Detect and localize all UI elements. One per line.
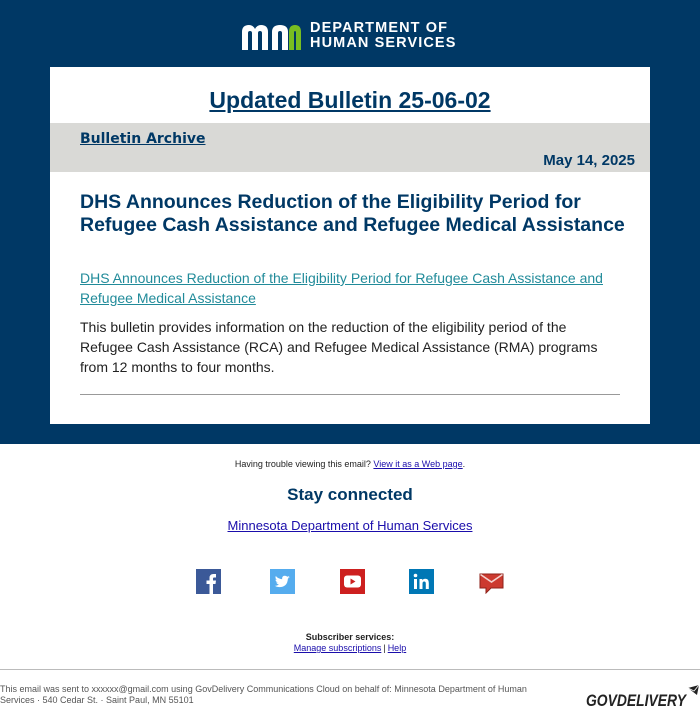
twitter-icon[interactable] (270, 569, 295, 594)
mn-dhs-link[interactable]: Minnesota Department of Human Services (227, 518, 473, 533)
logo-line-1: DEPARTMENT OF (310, 20, 449, 36)
bulletin-card (50, 67, 650, 424)
subscriber-services (0, 632, 700, 654)
bulletin-headline: DHS Announces Reduction of the Eligibility Period for Refugee Cash Assistance and Refugee Medical Assistance (80, 191, 625, 236)
footer-divider (0, 669, 700, 670)
trouble-viewing (0, 459, 700, 469)
trouble-text: Having trouble viewing this email? (234, 459, 371, 469)
link-separator: | (383, 643, 386, 653)
mn-logo-icon (240, 22, 302, 52)
linkedin-icon[interactable] (409, 569, 434, 594)
facebook-icon[interactable] (196, 569, 221, 594)
govdelivery-logo[interactable] (584, 683, 700, 709)
trouble-end: . (462, 459, 466, 469)
footer-sent-to: This email was sent to xxxxxx@gmail.com using GovDelivery Communications Cloud on behalf of: Minnesota Department of Human Services · 540 Cedar St. · Saint Paul, MN 55101 (0, 684, 527, 705)
govdelivery-wordmark: GOVDELIVERY (586, 691, 688, 709)
bulletin-archive-link[interactable]: Bulletin Archive (80, 131, 206, 147)
logo-line-2: HUMAN SERVICES (310, 35, 457, 51)
card-divider (80, 394, 620, 395)
envelope-icon (688, 685, 699, 695)
help-link[interactable]: Help (387, 643, 407, 653)
bulletin-body: This bulletin provides information on the reduction of the eligibility period of the Refugee Cash Assistance (RCA) and Refugee Medical Assistance (RMA) programs from 12 months to four months. (80, 319, 598, 375)
view-web-page-link[interactable]: View it as a Web page (373, 459, 463, 469)
subscriber-label: Subscriber services: (305, 632, 395, 642)
bulletin-date: May 14, 2025 (543, 152, 635, 169)
email-icon[interactable] (479, 569, 504, 594)
bulletin-title-link[interactable]: Updated Bulletin 25-06-02 (209, 87, 491, 113)
youtube-icon[interactable] (340, 569, 365, 594)
dhs-logo[interactable] (240, 18, 470, 58)
logo-text (310, 21, 456, 51)
manage-subscriptions-link[interactable]: Manage subscriptions (293, 643, 382, 653)
bulletin-headline-link[interactable]: DHS Announces Reduction of the Eligibility Period for Refugee Cash Assistance and Refugee Medical Assistance (80, 270, 603, 306)
archive-bar (50, 123, 650, 172)
stay-connected-heading: Stay connected (287, 485, 413, 504)
